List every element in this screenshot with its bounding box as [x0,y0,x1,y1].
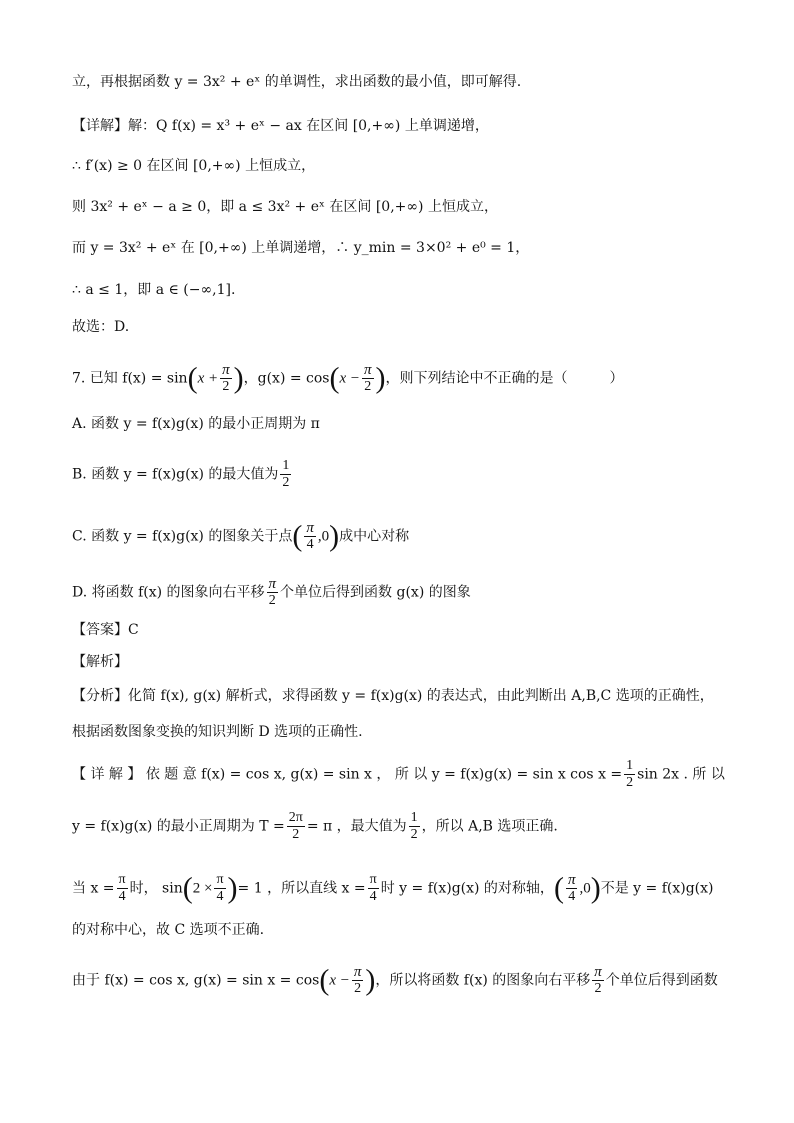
frac-num: 1 [410,810,418,825]
text-line-4: 则 3x² + eˣ − a ≥ 0，即 a ≤ 3x² + eˣ 在区间 [0,+∞) 上恒成立， [72,199,498,215]
frac-1-2 [280,458,291,491]
frac-den: 4 [216,889,224,904]
frac-pi-4-c [214,872,225,905]
detail2-text-3c: = 1 ，所以直线 x = [237,880,366,897]
frac-pi-2-f [592,964,604,997]
detail2-text-2a: y = f(x)g(x) 的最小正周期为 T = [72,818,285,835]
frac-pi-4-e [566,872,578,905]
paren-close-3: ) [329,519,340,553]
option-c-post: 成中心对称 [339,528,410,545]
paren-open-3: ( [292,519,303,553]
option-a: A. 函数 y = f(x)g(x) 的最小正周期为 π [72,416,320,432]
text-line-5: 而 y = 3x² + eˣ 在 [0,+∞) 上单调递增，∴ y_min = 3×0² + e⁰ = 1， [72,240,530,256]
detail2-text-3b: 时， sin [129,880,183,897]
jiexi-tag: 【解析】 [72,654,128,670]
frac-pi-4-d [368,872,379,905]
frac-den: 4 [306,537,314,552]
frac-den: 2 [364,379,372,394]
paren-close: ) [233,361,244,395]
detail-tag: 【详解】 [72,118,128,134]
paren-close-4: ) [227,871,238,905]
frac-pi-2 [220,362,232,395]
frac-den: 2 [268,593,276,608]
answer-value: C [128,622,139,638]
detail2-line-4: 的对称中心，故 C 选项不正确. [72,922,265,938]
detail2-text-3d: 时 y = f(x)g(x) 的对称轴， [380,880,554,897]
frac-den: 4 [369,889,377,904]
text-line-1: 立，再根据函数 y = 3x² + eˣ 的单调性，求出函数的最小值，即可解得. [72,74,522,90]
answer-tag: 【答案】 [72,622,128,638]
option-c [72,520,409,553]
analysis-line-1 [72,686,714,706]
two-times: 2 × [192,880,213,897]
detail2-text-5a: 由于 f(x) = cos x, g(x) = sin x = cos [72,972,320,989]
frac-num: π [353,964,362,980]
frac-pi-2-b [362,362,374,395]
frac-num: π [594,964,602,980]
option-b-text: B. 函数 y = f(x)g(x) 的最大值为 [72,466,279,483]
frac-pi-2-e [352,964,364,997]
detail2-text-1: 依 题 意 f(x) = cos x, g(x) = sin x ， 所 以 y = f(x)g(x) = sin x cos x = [145,766,623,783]
frac-num: π [222,362,230,378]
q7-post: ，则下列结论中不正确的是（ ） [385,370,624,387]
frac-pi-4-b [117,872,128,905]
q7-mid: ，g(x) = cos [243,370,330,387]
paren-open-6: ( [319,963,330,997]
detail-text: 解：Q f(x) = x³ + eˣ − ax 在区间 [0,+∞) 上单调递增， [128,118,489,134]
frac-num: 1 [626,758,634,773]
frac-num: 2π [288,810,303,825]
analysis-tag: 【分析】 [72,688,128,704]
zero-tail-2: ,0 [579,880,591,897]
frac-num: π [567,872,576,888]
frac-num: π [369,872,377,887]
frac-num: π [118,872,126,887]
question-7 [72,362,624,395]
frac-den: 4 [118,889,126,904]
frac-den: 2 [292,827,300,842]
frac-den: 2 [410,827,418,842]
frac-den: 4 [568,889,576,904]
detail2-text-3a: 当 x = [72,880,115,897]
text-line-3: ∴ f′(x) ≥ 0 在区间 [0,+∞) 上恒成立， [72,158,316,174]
text-line-6: ∴ a ≤ 1，即 a ∈ (−∞,1]. [72,282,236,298]
frac-den: 2 [626,775,634,790]
detail2-tag: 【 详 解 】 [72,766,142,783]
frac-num: π [268,576,277,592]
text-line-7: 故选：D. [72,319,130,335]
detail2-line-5 [72,964,718,997]
option-d-pre: D. 将函数 f(x) 的图象向右平移 [72,584,265,601]
detail2-line-1 [72,758,725,791]
option-d-post: 个单位后得到函数 g(x) 的图象 [280,584,471,601]
paren-open-2: ( [329,361,340,395]
answer-line [72,620,139,640]
frac-2pi-2 [287,810,305,843]
q7-x-minus: x − [339,370,361,387]
paren-open: ( [187,361,198,395]
frac-num: 1 [282,458,290,473]
q7-x-plus: x + [197,370,219,387]
paren-open-5: ( [553,871,564,905]
frac-den: 2 [354,981,362,996]
analysis-line-2: 根据函数图象变换的知识判断 D 选项的正确性. [72,724,363,740]
frac-den: 2 [222,379,230,394]
detail2-text-5b: ，所以将函数 f(x) 的图象向右平移 [375,972,591,989]
zero-tail: ,0 [317,528,330,545]
x-minus-2: x − [329,972,350,989]
text-line-2 [72,116,489,136]
detail2-text-1b: sin 2x . 所 以 [637,766,725,783]
frac-num: π [364,362,372,378]
frac-1-2-b [624,758,635,791]
paren-open-4: ( [182,871,193,905]
detail2-line-3 [72,872,713,905]
frac-den: 2 [594,981,602,996]
frac-num: π [306,520,314,536]
frac-num: π [216,872,224,887]
frac-den: 2 [282,475,290,490]
analysis-text-1: 化简 f(x), g(x) 解析式，求得函数 y = f(x)g(x) 的表达式，由此判断出 A,B,C 选项的正确性， [128,688,714,704]
frac-pi-2-d [267,576,279,609]
detail2-text-2b: = π ，最大值为 [306,818,407,835]
option-c-pre: C. 函数 y = f(x)g(x) 的图象关于点 [72,528,293,545]
frac-1-2-c [409,810,420,843]
paren-close-6: ) [365,963,376,997]
detail2-text-5c: 个单位后得到函数 [605,972,718,989]
paren-close-5: ) [590,871,601,905]
q7-pre: 7. 已知 f(x) = sin [72,370,188,387]
detail2-text-2c: ，所以 A,B 选项正确. [421,818,558,835]
option-d [72,576,471,609]
paren-close-2: ) [375,361,386,395]
detail2-line-2 [72,810,558,843]
detail2-text-3e: 不是 y = f(x)g(x) [600,880,714,897]
option-b [72,458,293,491]
frac-pi-4 [304,520,316,553]
